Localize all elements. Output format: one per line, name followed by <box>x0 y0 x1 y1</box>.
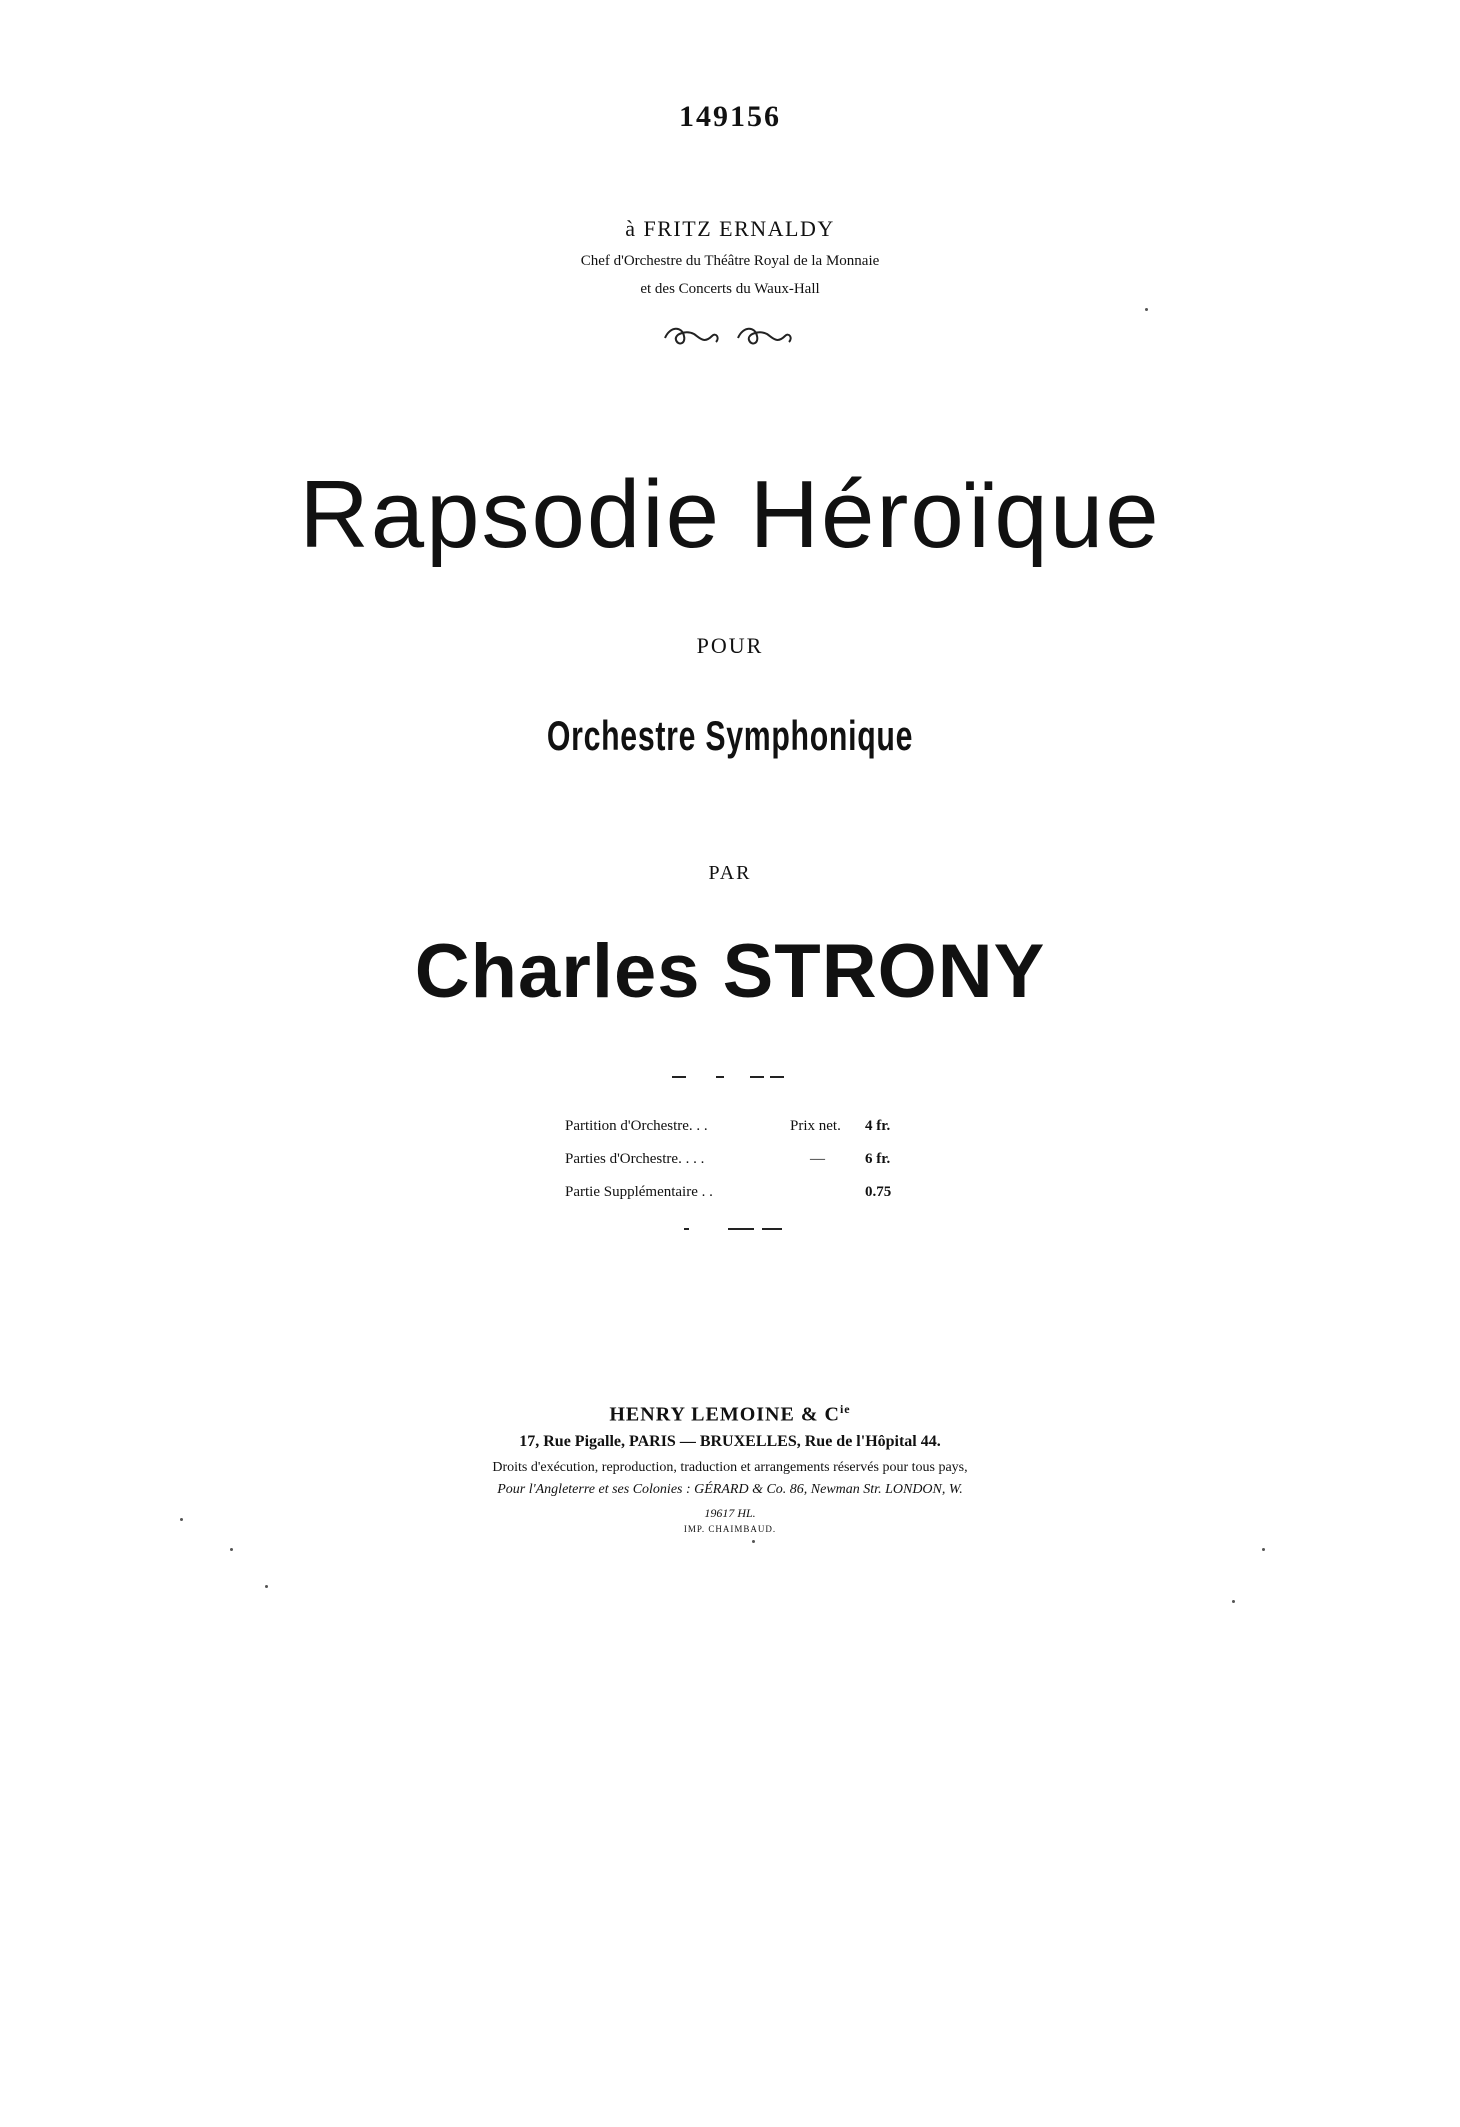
paper-speck <box>1145 308 1148 311</box>
publisher-address: 17, Rue Pigalle, PARIS — BRUXELLES, Rue de l'Hôpital 44. <box>519 1433 941 1450</box>
paper-speck <box>180 1518 183 1521</box>
publisher-name <box>0 1402 1460 1427</box>
divider-dash <box>762 1228 782 1230</box>
printer-credit: IMP. CHAIMBAUD. <box>683 1524 777 1534</box>
paper-speck <box>1232 1600 1235 1603</box>
price-label: Partition d'Orchestre. . . <box>565 1118 708 1134</box>
price-label: Parties d'Orchestre. . . . <box>565 1151 705 1167</box>
england-agent: Pour l'Angleterre et ses Colonies : GÉRARD & Co. 86, Newman Str. LONDON, W. <box>497 1482 963 1497</box>
divider-dash <box>770 1076 784 1078</box>
subtitle: Orchestre Symphonique <box>546 712 914 759</box>
rights-notice: Droits d'exécution, reproduction, traduction et arrangements réservés pour tous pays, <box>492 1460 968 1475</box>
paper-speck <box>752 1540 755 1543</box>
price-value: 6 fr. <box>865 1151 891 1167</box>
paper-speck <box>1262 1548 1265 1551</box>
plate-number: 149156 <box>679 100 781 133</box>
price-label: Partie Supplémentaire . . <box>565 1184 713 1200</box>
price-row <box>565 1184 925 1217</box>
divider-dash <box>750 1076 764 1078</box>
divider-dash <box>728 1228 754 1230</box>
pour-label: POUR <box>696 633 764 658</box>
paper-speck <box>265 1585 268 1588</box>
price-row <box>565 1118 925 1151</box>
dedication-name: à FRITZ ERNALDY <box>625 216 835 241</box>
ornament-divider <box>0 318 1460 352</box>
divider-dash <box>672 1076 686 1078</box>
price-note: — <box>810 1151 825 1167</box>
publisher-plate: 19617 HL. <box>704 1506 756 1520</box>
main-title: Rapsodie Héroïque <box>299 461 1161 568</box>
paper-speck <box>230 1548 233 1551</box>
price-list <box>565 1118 925 1217</box>
composer-name: Charles STRONY <box>414 929 1046 1014</box>
dedication-line-2: Chef d'Orchestre du Théâtre Royal de la Monnaie <box>580 253 880 269</box>
price-value: 0.75 <box>865 1184 892 1200</box>
par-label: PAR <box>708 862 752 884</box>
divider-dash <box>716 1076 724 1078</box>
price-value: 4 fr. <box>865 1118 891 1134</box>
price-row <box>565 1151 925 1184</box>
ornament-icon <box>660 318 800 352</box>
publisher-name-text: HENRY LEMOINE & C <box>609 1403 840 1426</box>
divider-dash <box>684 1228 689 1230</box>
publisher-name-sup: ie <box>839 1402 851 1416</box>
dedication-line-3: et des Concerts du Waux-Hall <box>640 281 820 297</box>
price-note: Prix net. <box>790 1118 841 1134</box>
